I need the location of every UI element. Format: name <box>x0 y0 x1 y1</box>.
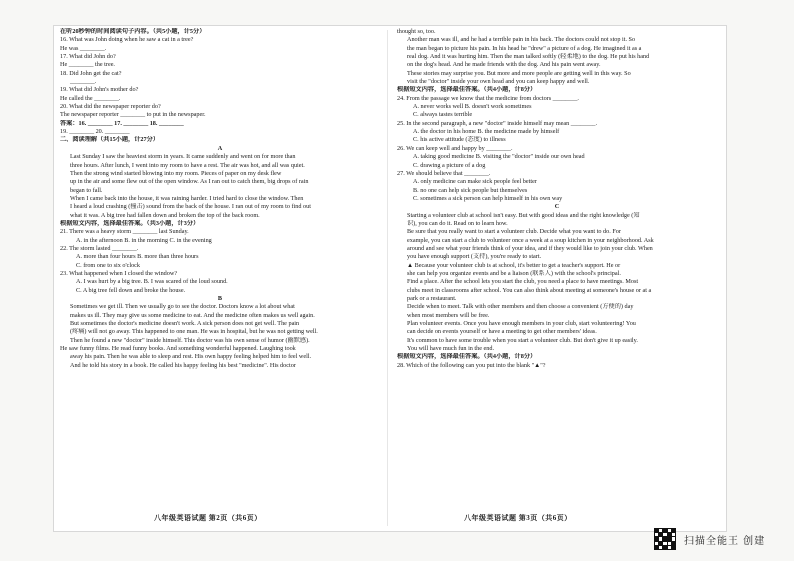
page-3-line: C. his active attitude (态度) to illness <box>413 136 506 144</box>
page-2-line: 二、阅读理解（共15小题，计27分） <box>60 136 159 144</box>
page-2-line: Sometimes we get ill. Then we usually go to see the doctor. Doctors know a lot about what <box>70 303 295 311</box>
page-2-line: 在听20秒钟的时间阅读句子内容。（共5小题，计5分） <box>60 28 206 35</box>
page-3-line: 24. From the passage we know that the medicine from doctors ________. <box>397 94 579 102</box>
page-3-line: around and see what your friends think of your idea, and if they would like to join your club. When <box>407 244 653 252</box>
page-3-line: A. taking good medicine B. visiting the "doctor" inside our own head <box>413 153 585 161</box>
page-2-line: The newspaper reporter ________ to put in the newspaper. <box>60 111 206 119</box>
page-2-line: 答案：16. ________ 17. ________ 18. ________ <box>60 119 184 127</box>
page-3-line: Plan volunteer events. Once you have enough members in your club, start volunteering! You <box>407 320 636 328</box>
page-2-line: He called the ________. <box>60 94 121 102</box>
page-2-line: makes us ill. They may give us some medicine to eat. And the medicine often makes us well again. <box>70 311 315 319</box>
page-2-line: He ________ the tree. <box>60 61 115 69</box>
page-2-line: C. A big tree fell down and broke the house. <box>76 286 186 294</box>
page-2-line: And he told his story in a book. He called his happy feeling his best "medicine". His doctor <box>70 361 296 369</box>
scanner-brand-label: 扫描全能王 创建 <box>684 536 766 547</box>
page-3-line: 28. Which of the following can you put into the blank "▲"? <box>397 361 546 369</box>
page-2-line: A. in the afternoon B. in the morning C. in the evening <box>76 236 212 244</box>
page-2-line: When I came back into the house, it was raining harder. I tried hard to close the window. Then <box>70 194 304 202</box>
page-2-line: up in the air and some flew out of the open window. As I ran out to catch them, big drops of rain <box>70 178 309 186</box>
page-3-line: These stories may surprise you. But more and more people are getting well in this way. So <box>407 69 631 77</box>
page-3-line: A. only medicine can make sick people feel better <box>413 178 537 186</box>
page-3-line: can decide on events yourself or have a meeting to get other members' ideas. <box>407 328 597 336</box>
page-3-line: 识), you can do it. Read on to learn how. <box>407 219 508 227</box>
page-2-line: 17. What did John do? <box>60 53 116 61</box>
page-2-line: three hours. After lunch, I went into my room to have a rest. The air was hot, and all was quiet. <box>70 161 305 169</box>
page-2-line: what it was. A big tree had fallen down and broken the top of the back room. <box>70 211 260 219</box>
page-2-line: 根据短文内容，选择最佳答案。（共3小题，计3分） <box>60 219 200 227</box>
page-2-line: 20. What did the newspaper reporter do? <box>60 103 161 111</box>
page-2-line: Then the strong wind started blowing into my room. Pieces of paper on my desk flew <box>70 169 282 177</box>
page-divider <box>387 30 388 526</box>
page-3-line: the man began to picture his pain. In his head he "drew" a picture of a dog. He imagined it as a <box>407 44 642 52</box>
page-2-footer: 八年级英语试题 第2页（共6页） <box>154 514 262 522</box>
page-3-line: It's common to have some trouble when you start a volunteer club. But don't give it up easily. <box>407 336 638 344</box>
page-3-line: example, you can start a club to volunteer once a week at a soup kitchen in your neighborhood. Ask <box>407 236 654 244</box>
page-3-line: visit the "doctor" inside your own head and you can keep happy and well. <box>407 78 590 86</box>
page-2-line: Then he found a new "doctor" inside himself. This doctor was his own sense of humor (幽默感). <box>70 336 310 344</box>
page-3-line: on the dog's head. And he made friends with the dog. And his pain went away. <box>407 61 601 69</box>
page-3-line: Decide when to meet. Talk with other members and then choose a convenient (方便的) day <box>407 303 634 311</box>
page-2-line: began to fall. <box>70 186 103 194</box>
page-3-line: B. no one can help sick people but themselves <box>413 186 528 194</box>
page-2-line: He saw funny films. He read funny books. And something wonderful happened. Laughing took <box>60 345 296 353</box>
page-3-footer: 八年级英语试题 第3页（共6页） <box>464 514 572 522</box>
exam-spread <box>54 26 726 531</box>
page-2-text <box>60 28 380 370</box>
page-3-line: when most members will be free. <box>407 311 490 319</box>
page-2-line: But sometimes the doctor's medicine doesn't work. A sick person does not get well. The pain <box>70 320 300 328</box>
page-3-line: C. always tastes terrible <box>413 111 473 119</box>
page-2-line: C. from one to six o'clock <box>76 261 141 269</box>
page-2-line: A. I was hurt by a big tree. B. I was scared of the loud sound. <box>76 278 228 286</box>
page-3-line: real dog. And it was hurting him. Then the man talked softly (轻柔地) to the dog. He put his hand <box>407 53 650 61</box>
page-2-line: 22. The storm lasted ________. <box>60 244 139 252</box>
page-3-line: 根据短文内容，选择最佳答案。（共4小题，计8分） <box>397 86 537 94</box>
page-3-line: 26. We can keep well and happy by ________. <box>397 144 513 152</box>
page-3-line: thought so, too. <box>397 28 436 35</box>
page-3-line: ▲ Because your volunteer club is at school, it's better to get a teacher's support. He or <box>407 261 621 269</box>
page-3-line: 根据短文内容，选择最佳答案。（共4小题，计8分） <box>397 353 537 361</box>
page-2-line: 19. What did John's mother do? <box>60 86 139 94</box>
page-2-line: He was ________. <box>60 44 107 52</box>
page-2-line: ________. <box>70 78 97 86</box>
page-2-line: away his pain. Then he was able to sleep and rest. His own happy feeling helped him to feel well. <box>70 353 312 361</box>
page-3-line: Starting a volunteer club at school isn't easy. But with good ideas and the right knowledge (知 <box>407 211 640 219</box>
page-3-line: You will have much fun in the end. <box>407 345 495 353</box>
page-3-line: Be sure that you really want to start a volunteer club. Decide what you want to do. For <box>407 228 621 236</box>
page-2-line: Last Sunday I saw the heaviest storm in years. It came suddenly and went on for more than <box>70 153 296 161</box>
page-3-line: clubs meet in classrooms after school. You can also think about meeting at someone's house or at a <box>407 286 652 294</box>
page-2-line: A. more than four hours B. more than three hours <box>76 253 199 261</box>
page-3-line: C <box>554 203 560 211</box>
page-2-line: 16. What was John doing when he saw a cat in a tree? <box>60 36 194 44</box>
page-3-line: Another man was ill, and he had a terrible pain in his back. The doctors could not stop it. So <box>407 36 636 44</box>
page-3-line: Find a place. After the school lets you start the club, you need a place to have meetings. Most <box>407 278 639 286</box>
page-2-line: 19. ________ 20. ________ <box>60 128 130 136</box>
page-3-line: C. sometimes a sick person can help himself in his own way <box>413 194 563 202</box>
page-3-text <box>397 28 717 370</box>
page-3-line: C. drawing a picture of a dog <box>413 161 486 169</box>
qr-code-icon <box>654 528 676 550</box>
page-3-line: she can help you organize events and be a liaison (联系人) with the school's principal. <box>407 269 621 277</box>
page-3-line: 27. We should believe that ________. <box>397 169 491 177</box>
page-2-line: 21. There was a heavy storm ________ last Sunday. <box>60 228 189 236</box>
page-2-line: 18. Did John get the cat? <box>60 69 122 77</box>
page-2-line: B <box>217 295 223 302</box>
page-2-line: (疼痛) will not go away. This happened to one man. He was in hospital, but he was not getting well. <box>70 328 318 336</box>
page-3-line: you have enough support (支持), you're ready to start. <box>407 253 542 261</box>
page-3-line: A. never works well B. doesn't work sometimes <box>413 103 532 111</box>
page-2-line: A <box>217 144 223 152</box>
page-3-line: 25. In the second paragraph, a new "doctor" inside himself may mean ________. <box>397 119 598 127</box>
page-3-line: park or a restaurant. <box>407 295 457 302</box>
page-2-line: 23. What happened when I closed the window? <box>60 269 178 277</box>
page-2-line: I heard a loud crashing (撞击) sound from the back of the house. I ran out of my room to find out <box>70 203 311 211</box>
page-3-line: A. the doctor in his home B. the medicine made by himself <box>413 128 560 136</box>
